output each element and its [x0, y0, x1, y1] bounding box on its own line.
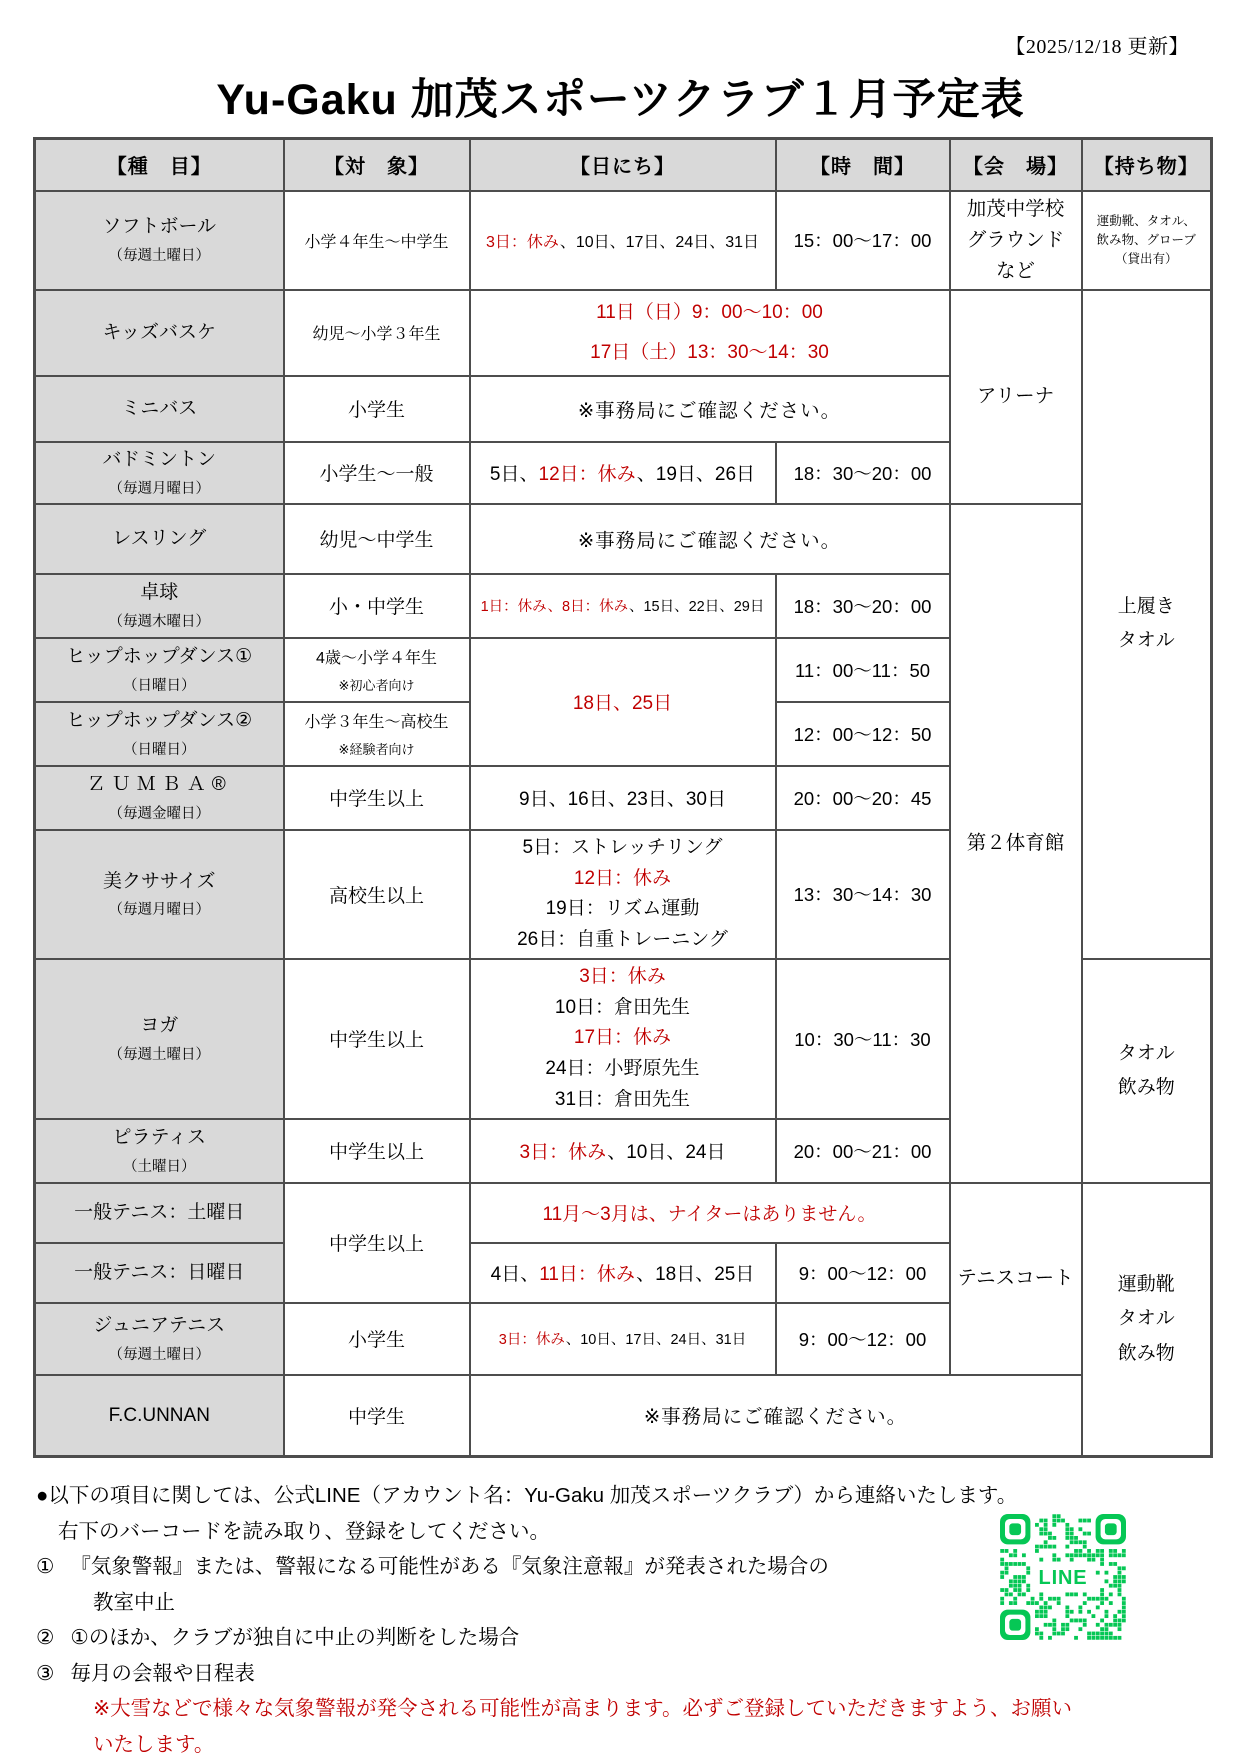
col-header-date: 【日にち】: [470, 139, 776, 191]
time-cell-yoga: 10：30～11：30: [776, 959, 950, 1119]
notice-cell-tennis: 11月～3月は、ナイターはありません。: [470, 1183, 950, 1243]
schedule-cell-kids-basket: 11日（日）9：00～10：00 17日（土）13：30～14：30: [470, 290, 950, 376]
target-cell-hiphop1: 4歳～小学４年生 ※初心者向け: [284, 638, 470, 702]
circled-1: ①: [36, 1555, 54, 1578]
event-cell-yoga: ヨガ （毎週土曜日）: [35, 959, 284, 1119]
updated-date: 【2025/12/18 更新】: [1005, 30, 1189, 59]
footer-item3: ③ 毎月の会報や日程表: [36, 1656, 1211, 1692]
time-cell-badminton: 18：30～20：00: [776, 442, 950, 504]
row-wrestling: [35, 504, 1212, 574]
event-cell-kids-basket: キッズバスケ: [35, 290, 284, 376]
note-cell-mini-basket: ※事務局にご確認ください。: [470, 376, 950, 442]
target-cell-wrestling: 幼児～中学生: [284, 504, 470, 574]
event-cell-junior-tennis: ジュニアテニス （毎週土曜日）: [35, 1303, 284, 1375]
target-cell-yoga: 中学生以上: [284, 959, 470, 1119]
items-cell-tennis: 運動靴 タオル 飲み物: [1082, 1183, 1212, 1457]
time-cell-hiphop2: 12：00～12：50: [776, 702, 950, 766]
qr-code-graphic: [1000, 1514, 1126, 1640]
col-header-target: 【対 象】: [284, 139, 470, 191]
line-qr-code: [1000, 1514, 1126, 1640]
venue-cell-arena: アリーナ: [950, 290, 1082, 504]
target-cell-hiphop2: 小学３年生～高校生 ※経験者向け: [284, 702, 470, 766]
note-cell-fc-unnan: ※事務局にご確認ください。: [470, 1375, 1082, 1457]
event-cell-fc-unnan: F.C.UNNAN: [35, 1375, 284, 1457]
target-cell-badminton: 小学生～一般: [284, 442, 470, 504]
circled-2: ②: [36, 1626, 54, 1649]
footer-warning-line1: ※大雪などで様々な気象警報が発令される可能性が高まります。必ずご登録していただきますよう、お願い: [36, 1691, 1211, 1727]
note-cell-wrestling: ※事務局にご確認ください。: [470, 504, 950, 574]
event-cell-hiphop2: ヒップホップダンス② （日曜日）: [35, 702, 284, 766]
time-cell-tennis-sun: 9：00～12：00: [776, 1243, 950, 1303]
footer-item1: ① 『気象警報』または、警報になる可能性がある『気象注意報』が発表された場合の: [36, 1549, 1211, 1585]
footer-item2: ② ①のほか、クラブが独自に中止の判断をした場合: [36, 1620, 1211, 1656]
target-cell-fc-unnan: 中学生: [284, 1375, 470, 1457]
dates-cell-yoga: 3日：休み 10日：倉田先生 17日：休み 24日：小野原先生 31日：倉田先生: [470, 959, 776, 1119]
time-cell-softball: 15：00～17：00: [776, 191, 950, 291]
target-cell-bikusasize: 高校生以上: [284, 830, 470, 959]
schedule-table: [33, 137, 1213, 1458]
items-cell-softball: 運動靴、タオル、 飲み物、グローブ （貸出有）: [1082, 191, 1212, 291]
venue-cell-gym2: 第２体育館: [950, 504, 1082, 1183]
dates-cell-zumba: 9日、16日、23日、30日: [470, 766, 776, 830]
footer-item1-sub: 教室中止: [36, 1585, 1211, 1621]
event-cell-hiphop1: ヒップホップダンス① （日曜日）: [35, 638, 284, 702]
dates-cell-tennis-sun: 4日、11日：休み、18日、25日: [470, 1243, 776, 1303]
items-cell-indoor: 上履き タオル: [1082, 290, 1212, 959]
table-header-row: [35, 139, 1212, 191]
event-cell-zumba: ＺＵＭＢＡ® （毎週金曜日）: [35, 766, 284, 830]
event-cell-pilates: ピラティス （土曜日）: [35, 1119, 284, 1183]
event-cell-table-tennis: 卓球 （毎週木曜日）: [35, 574, 284, 638]
row-kids-basket: [35, 290, 1212, 376]
target-cell-zumba: 中学生以上: [284, 766, 470, 830]
dates-cell-table-tennis: 1日：休み、8日：休み、15日、22日、29日: [470, 574, 776, 638]
target-cell-mini-basket: 小学生: [284, 376, 470, 442]
time-cell-bikusasize: 13：30～14：30: [776, 830, 950, 959]
col-header-time: 【時 間】: [776, 139, 950, 191]
footer-line2: 右下のバーコードを読み取り、登録をしてください。: [36, 1514, 1211, 1550]
event-cell-softball: ソフトボール （毎週土曜日）: [35, 191, 284, 291]
event-cell-tennis-sat: 一般テニス：土曜日: [35, 1183, 284, 1243]
dates-cell-badminton: 5日、12日：休み、19日、26日: [470, 442, 776, 504]
items-cell-yoga-pilates: タオル 飲み物: [1082, 959, 1212, 1183]
event-cell-tennis-sun: 一般テニス：日曜日: [35, 1243, 284, 1303]
dates-cell-bikusasize: 5日：ストレッチリング 12日：休み 19日：リズム運動 26日：自重トレーニング: [470, 830, 776, 959]
dates-cell-pilates: 3日：休み、10日、24日: [470, 1119, 776, 1183]
col-header-items: 【持ち物】: [1082, 139, 1212, 191]
footer-warning-line2: いたします。: [36, 1727, 1211, 1762]
target-cell-table-tennis: 小・中学生: [284, 574, 470, 638]
row-fc-unnan: [35, 1375, 1212, 1457]
dates-cell-junior-tennis: 3日：休み、10日、17日、24日、31日: [470, 1303, 776, 1375]
time-cell-table-tennis: 18：30～20：00: [776, 574, 950, 638]
event-cell-badminton: バドミントン （毎週月曜日）: [35, 442, 284, 504]
col-header-venue: 【会 場】: [950, 139, 1082, 191]
target-cell-tennis: 中学生以上: [284, 1183, 470, 1303]
qr-line-label: LINE: [1039, 1567, 1088, 1589]
time-cell-zumba: 20：00～20：45: [776, 766, 950, 830]
target-cell-softball: 小学４年生～中学生: [284, 191, 470, 291]
time-cell-pilates: 20：00～21：00: [776, 1119, 950, 1183]
venue-cell-tennis-court: テニスコート: [950, 1183, 1082, 1375]
time-cell-junior-tennis: 9：00～12：00: [776, 1303, 950, 1375]
dates-cell-hiphop-shared: 18日、25日: [470, 638, 776, 766]
row-softball: [35, 191, 1212, 291]
col-header-event: 【種 目】: [35, 139, 284, 191]
time-cell-hiphop1: 11：00～11：50: [776, 638, 950, 702]
event-cell-mini-basket: ミニバス: [35, 376, 284, 442]
target-cell-junior-tennis: 小学生: [284, 1303, 470, 1375]
footer-line1: ●以下の項目に関しては、公式LINE（アカウント名：Yu-Gaku 加茂スポーツクラブ）から連絡いたします。: [36, 1478, 1211, 1514]
target-cell-pilates: 中学生以上: [284, 1119, 470, 1183]
dates-cell-softball: 3日：休み、10日、17日、24日、31日: [470, 191, 776, 291]
row-tennis-sat: [35, 1183, 1212, 1243]
circled-3: ③: [36, 1662, 54, 1685]
venue-cell-kamo: 加茂中学校 グラウンド など: [950, 191, 1082, 291]
event-cell-bikusasize: 美クササイズ （毎週月曜日）: [35, 830, 284, 959]
page-title: Yu-Gaku 加茂スポーツクラブ１月予定表: [0, 66, 1241, 127]
target-cell-kids-basket: 幼児～小学３年生: [284, 290, 470, 376]
event-cell-wrestling: レスリング: [35, 504, 284, 574]
